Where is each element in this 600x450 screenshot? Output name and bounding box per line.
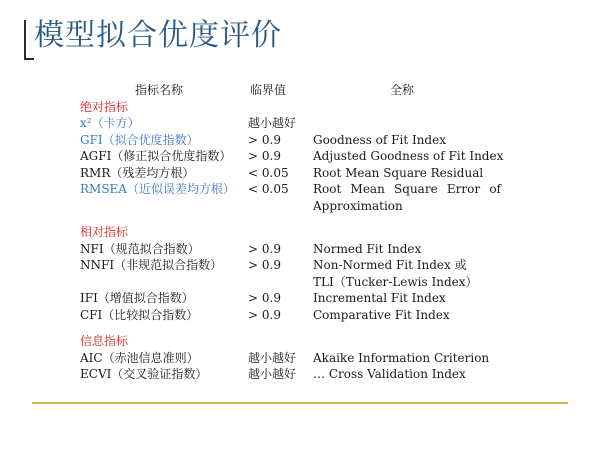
row-threshold: > 0.9 <box>248 307 281 322</box>
row-name: RMR（残差均方根） <box>80 165 195 180</box>
table-row <box>80 241 500 258</box>
row-threshold: < 0.05 <box>248 165 289 180</box>
row-name: GFI（拟合优度指数） <box>80 132 199 147</box>
table-row <box>80 181 500 198</box>
row-name: IFI（增值拟合指数） <box>80 291 194 305</box>
table-row <box>80 350 500 367</box>
table-row <box>80 307 500 324</box>
row-name: RMSEA（近似误差均方根） <box>80 182 235 196</box>
row-name: ECVI（交叉验证指数） <box>80 367 208 381</box>
row-threshold: 越小越好 <box>248 116 297 130</box>
section-label-relative: 相对指标 <box>80 225 129 239</box>
table-header <box>80 82 500 99</box>
row-threshold: > 0.9 <box>248 241 281 256</box>
row-name: NNFI（非规范拟合指数） <box>80 258 223 272</box>
row-threshold: < 0.05 <box>248 182 289 196</box>
row-fullname: Normed Fit Index <box>313 241 422 256</box>
title-bar <box>24 14 324 58</box>
row-threshold: 越小越好 <box>248 350 297 365</box>
fit-index-table <box>80 82 504 383</box>
row-fullname: Incremental Fit Index <box>313 291 446 305</box>
header-fullname: 全称 <box>390 83 415 97</box>
row-fullname: Goodness of Fit Index <box>313 132 446 147</box>
row-name: x²（卡方） <box>80 116 140 130</box>
row-fullname: Adjusted Goodness of Fit Index <box>313 149 504 163</box>
table-row <box>80 366 500 383</box>
header-name: 指标名称 <box>135 83 184 97</box>
header-threshold: 临界值 <box>250 83 287 97</box>
row-threshold: > 0.9 <box>248 132 281 147</box>
title-accent-vertical <box>24 20 26 60</box>
row-name: CFI（比较拟合指数） <box>80 307 199 322</box>
row-name: AGFI（修正拟合优度指数） <box>80 149 232 163</box>
row-fullname: … Cross Validation Index <box>313 367 466 381</box>
row-threshold: 越小越好 <box>248 367 297 381</box>
row-fullname: Root Mean Square Residual <box>313 165 484 180</box>
bottom-divider <box>32 402 568 404</box>
table-row-continued <box>80 274 500 291</box>
table-row <box>80 165 500 182</box>
title-accent-horizontal <box>24 58 34 60</box>
section-label-info: 信息指标 <box>80 334 129 348</box>
row-fullname: Non-Normed Fit Index 或 <box>313 258 467 272</box>
page-title: 模型拟合优度评价 <box>34 18 282 53</box>
row-fullname: Root Mean Square Error of <box>313 182 501 196</box>
table-row <box>80 132 500 149</box>
table-row <box>80 115 500 132</box>
section-spacer <box>80 323 500 333</box>
table-row <box>80 257 500 274</box>
table-row <box>80 290 500 307</box>
table-row <box>80 148 504 165</box>
section-label-absolute: 绝对指标 <box>80 99 129 114</box>
row-threshold: > 0.9 <box>248 291 281 305</box>
row-fullname-line2: Approximation <box>313 198 403 213</box>
row-threshold: > 0.9 <box>248 149 281 163</box>
row-fullname-line2: TLI（Tucker-Lewis Index） <box>313 274 478 289</box>
row-fullname: Akaike Information Criterion <box>313 350 490 365</box>
table-row-continued <box>80 198 500 215</box>
row-threshold: > 0.9 <box>248 258 281 272</box>
row-name: AIC（赤池信息准则） <box>80 350 199 365</box>
row-fullname: Comparative Fit Index <box>313 307 450 322</box>
section-spacer <box>80 214 500 224</box>
row-name: NFI（规范拟合指数） <box>80 241 200 256</box>
